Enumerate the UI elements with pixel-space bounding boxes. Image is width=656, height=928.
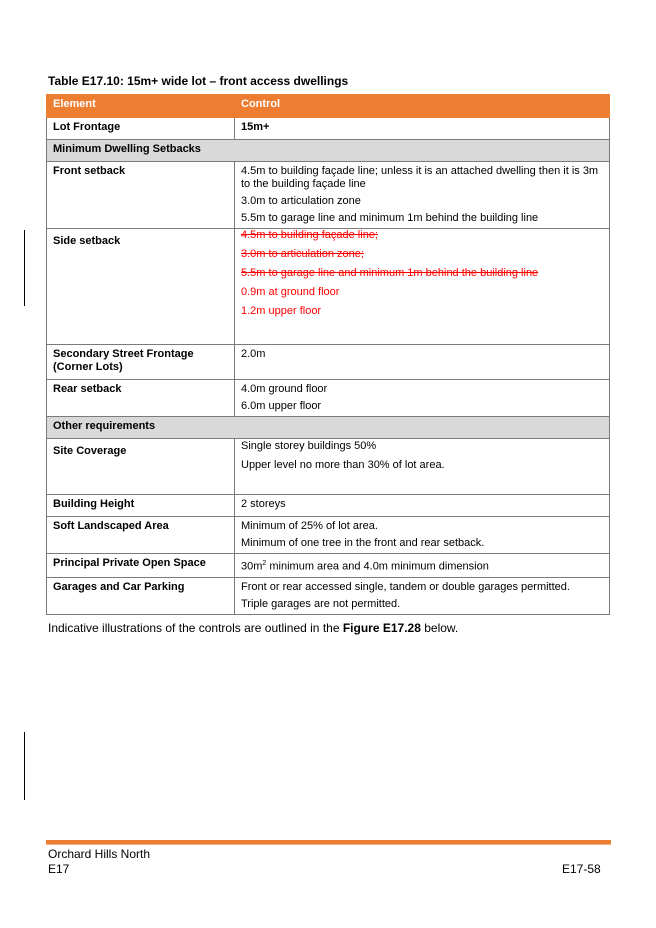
table-row bbox=[47, 577, 610, 614]
deleted-text: 3.0m to articulation zone; bbox=[241, 248, 364, 260]
table-row bbox=[47, 380, 610, 417]
value-line: Minimum of 25% of lot area. bbox=[241, 520, 378, 532]
value-line: 6.0m upper floor bbox=[241, 400, 322, 412]
table-row bbox=[47, 495, 610, 517]
table-row bbox=[47, 439, 610, 495]
row-value bbox=[235, 577, 610, 614]
value-post: minimum area and 4.0m minimum dimension bbox=[266, 560, 489, 573]
value-line: 4.5m to building façade line; unless it is an attached dwelling then it is 3m to the building façade line bbox=[241, 165, 599, 190]
intro-text-end: below. bbox=[420, 621, 459, 635]
row-label: Secondary Street Frontage (Corner Lots) bbox=[47, 345, 235, 380]
table-row bbox=[47, 229, 610, 345]
value-line: Front or rear accessed single, tandem or double garages permitted. bbox=[241, 580, 570, 593]
deleted-text: 4.5m to building façade line; bbox=[241, 229, 378, 241]
footer-section: E17 bbox=[48, 862, 70, 876]
row-value: 15m+ bbox=[235, 118, 610, 140]
row-value: 2 storeys bbox=[235, 495, 610, 517]
value-line: Upper level no more than 30% of lot area. bbox=[241, 459, 445, 471]
row-label: Side setback bbox=[47, 229, 235, 345]
table-row bbox=[47, 517, 610, 554]
value-sup: 2 bbox=[262, 560, 267, 567]
row-value bbox=[235, 554, 610, 578]
table-row bbox=[47, 554, 610, 578]
row-label: Site Coverage bbox=[47, 439, 235, 495]
table-header-row bbox=[47, 95, 610, 118]
revision-bar bbox=[24, 732, 25, 800]
controls-table bbox=[46, 94, 610, 615]
value-line: Single storey buildings 50% bbox=[241, 440, 377, 452]
intro-paragraph bbox=[48, 621, 458, 635]
section-label: Other requirements bbox=[47, 417, 610, 439]
figure-reference: Figure E17.28 bbox=[342, 621, 421, 635]
header-control: Control bbox=[235, 95, 610, 118]
intro-text: Indicative illustrations of the controls are outlined in the bbox=[48, 621, 343, 635]
footer-page-number: E17-58 bbox=[562, 862, 601, 876]
inserted-text: 0.9m at ground floor bbox=[241, 286, 340, 298]
value-pre: 30m bbox=[241, 560, 263, 573]
section-row bbox=[47, 417, 610, 439]
row-label: Garages and Car Parking bbox=[47, 577, 235, 614]
table-caption: Table E17.10: 15m+ wide lot – front access dwellings bbox=[48, 74, 349, 88]
row-value: 2.0m bbox=[235, 345, 610, 380]
value-line: Minimum of one tree in the front and rear setback. bbox=[241, 537, 485, 549]
value-line: 4.0m ground floor bbox=[241, 383, 328, 395]
row-label: Soft Landscaped Area bbox=[47, 517, 235, 554]
row-label: Lot Frontage bbox=[47, 118, 235, 140]
row-value bbox=[235, 229, 610, 345]
row-value bbox=[235, 162, 610, 229]
value-line: 5.5m to garage line and minimum 1m behind the building line bbox=[241, 212, 539, 224]
inserted-text: 1.2m upper floor bbox=[241, 305, 322, 317]
table-row bbox=[47, 162, 610, 229]
value-line: Triple garages are not permitted. bbox=[241, 597, 401, 610]
row-label: Rear setback bbox=[47, 380, 235, 417]
section-label: Minimum Dwelling Setbacks bbox=[47, 140, 610, 162]
row-label: Building Height bbox=[47, 495, 235, 517]
footer-title: Orchard Hills North bbox=[48, 847, 151, 861]
footer-rule bbox=[46, 840, 611, 845]
row-label: Front setback bbox=[47, 162, 235, 229]
deleted-text: 5.5m to garage line and minimum 1m behind the building line bbox=[241, 267, 539, 279]
revision-bar bbox=[24, 230, 25, 306]
row-label: Principal Private Open Space bbox=[47, 554, 235, 578]
section-row bbox=[47, 140, 610, 162]
row-value bbox=[235, 439, 610, 495]
header-element: Element bbox=[47, 95, 235, 118]
table-row bbox=[47, 118, 610, 140]
row-value bbox=[235, 380, 610, 417]
table-row bbox=[47, 345, 610, 380]
row-value bbox=[235, 517, 610, 554]
value-line: 3.0m to articulation zone bbox=[241, 195, 361, 207]
